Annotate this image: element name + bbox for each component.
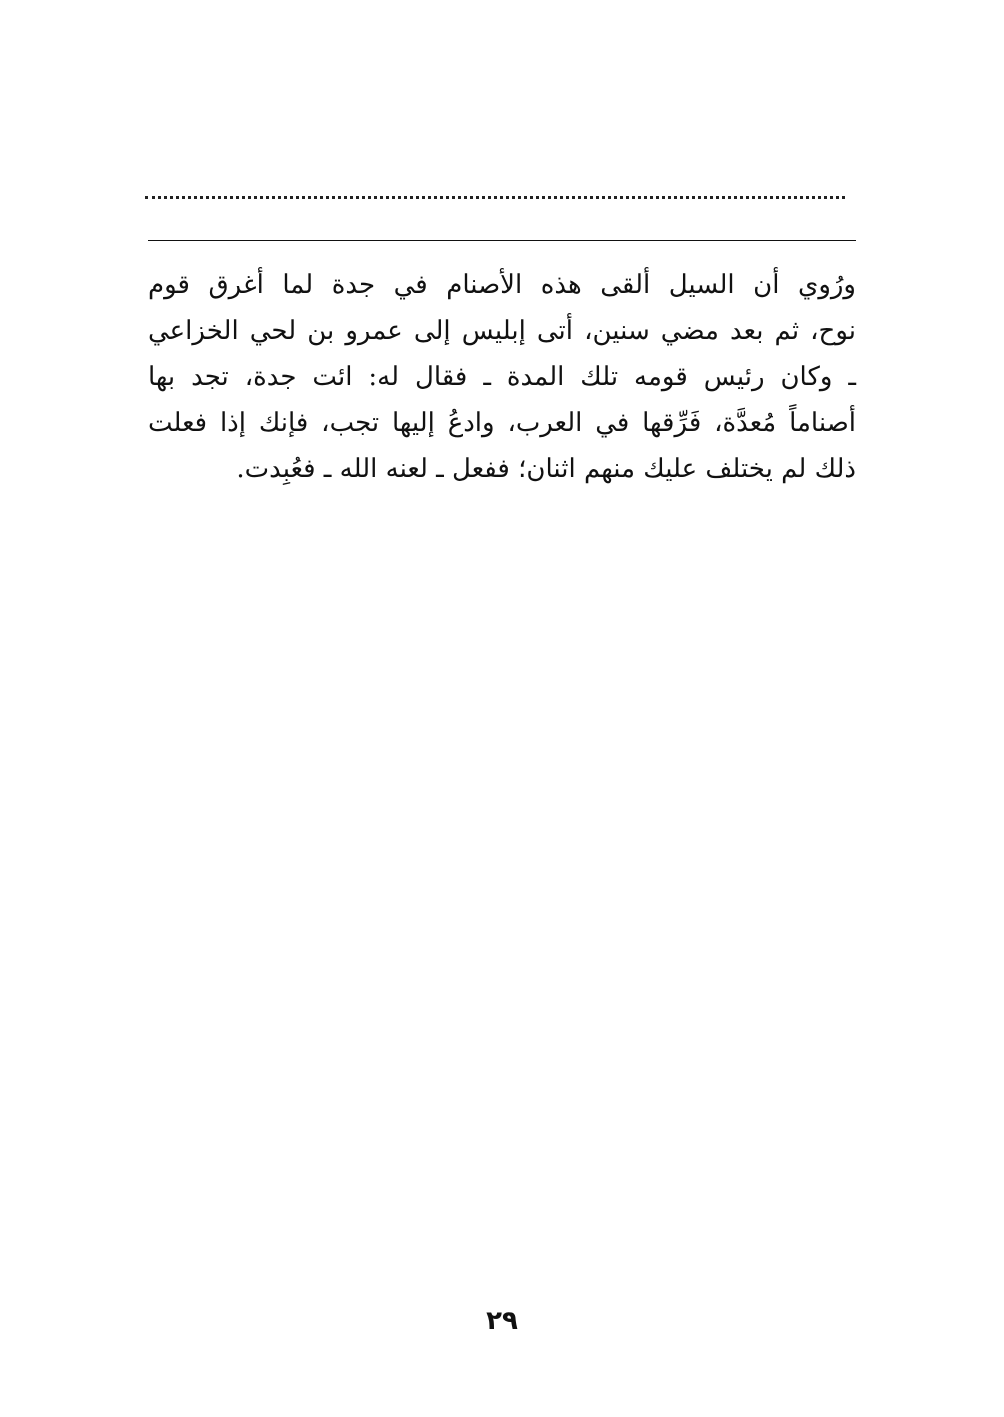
footnote-paragraph [148, 262, 856, 492]
dotted-separator [145, 196, 845, 199]
page-number: ٢٩ [486, 1306, 518, 1336]
paragraph-line-1: ورُوي أن السيل ألقى هذه الأصنام في جدة لما أغرق قوم [148, 270, 856, 300]
paragraph-line-5: ذلك لم يختلف عليك منهم اثنان؛ ففعل ـ لعنه الله ـ فعُبِدت. [236, 454, 856, 484]
footnote-separator-rule [148, 240, 856, 241]
paragraph-line-3: ـ وكان رئيس قومه تلك المدة ـ فقال له: ائت جدة، تجد بها [148, 362, 856, 392]
paragraph-line-4: أصناماً مُعدَّة، فَرِّقها في العرب، وادعُ إليها تجب، فإنك إذا فعلت [148, 408, 856, 438]
paragraph-line-2: نوح، ثم بعد مضي سنين، أتى إبليس إلى عمرو بن لحي الخزاعي [148, 316, 856, 346]
